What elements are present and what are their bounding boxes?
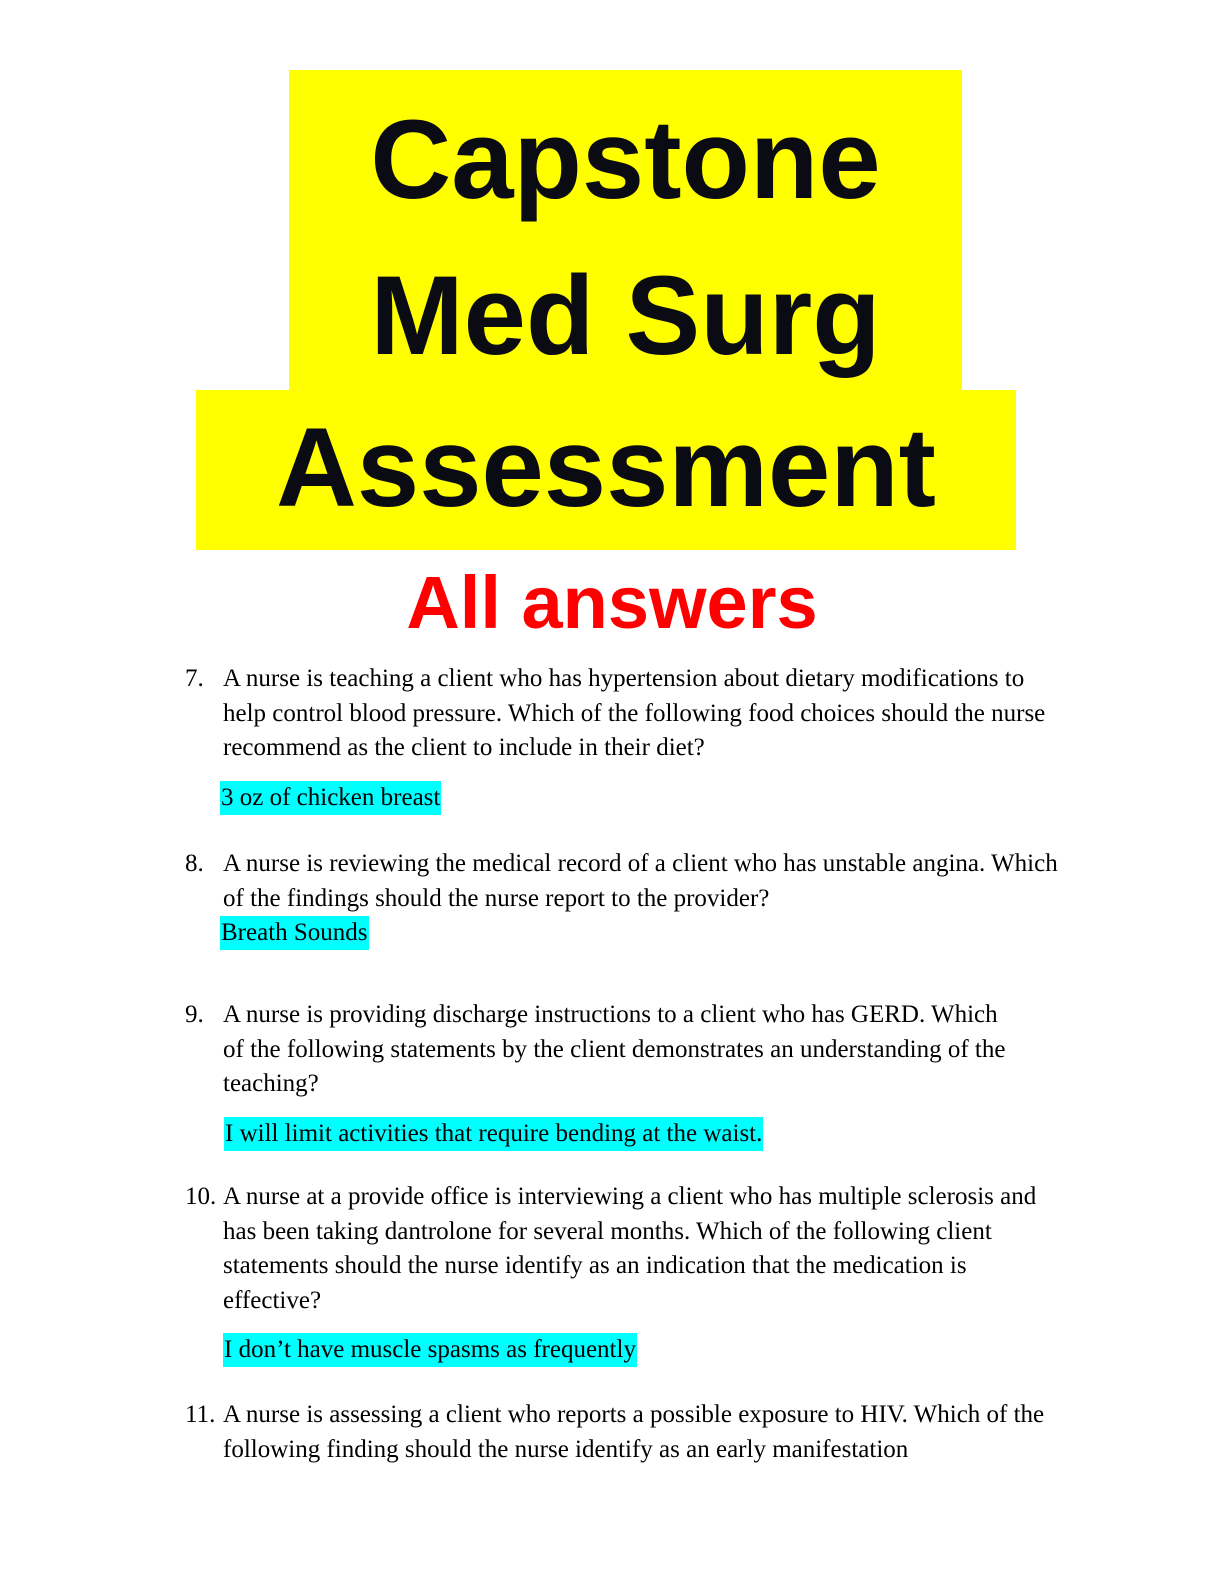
subtitle: All answers bbox=[406, 561, 818, 644]
title-line-2-text: Med Surg bbox=[370, 253, 881, 378]
question-7 bbox=[185, 662, 1085, 766]
question-text: A nurse is assessing a client who reports a possible exposure to HIV. Which of the following finding should the nurse identify as an early manifestation bbox=[223, 1401, 1045, 1463]
title-line-1 bbox=[289, 70, 962, 238]
answer-7: 3 oz of chicken breast bbox=[220, 781, 441, 815]
question-number: 11. bbox=[185, 1401, 216, 1428]
question-number: 8. bbox=[185, 850, 204, 877]
question-text: A nurse is reviewing the medical record of a client who has unstable angina. Which of the findings should the nurse report to the provider? bbox=[223, 850, 1058, 912]
question-text: A nurse is providing discharge instructions to a client who has GERD. Which of the following statements by the client demonstrates an understanding of the teaching? bbox=[223, 1001, 1006, 1097]
question-number: 7. bbox=[185, 665, 204, 692]
question-10 bbox=[185, 1180, 1085, 1318]
question-11 bbox=[185, 1398, 1085, 1467]
answer-9: I will limit activities that require bending at the waist. bbox=[224, 1117, 763, 1151]
answer-10: I don’t have muscle spasms as frequently bbox=[223, 1333, 637, 1367]
title-line-3-text: Assessment bbox=[276, 405, 936, 530]
question-number: 9. bbox=[185, 1001, 204, 1028]
question-text: A nurse at a provide office is interviewing a client who has multiple sclerosis and has been taking dantrolone for several months. Which of the following client statements should the nurse identify as an indication that the medication is effective? bbox=[223, 1183, 1037, 1314]
question-text: A nurse is teaching a client who has hypertension about dietary modifications to help control blood pressure. Which of the following food choices should the nurse recommend as the client to include in their diet? bbox=[223, 665, 1046, 761]
title-line-3 bbox=[196, 390, 1016, 550]
answer-8: Breath Sounds bbox=[220, 916, 369, 950]
question-number: 10. bbox=[185, 1183, 217, 1210]
title-line-1-text: Capstone bbox=[370, 97, 881, 222]
question-9 bbox=[185, 998, 1085, 1102]
question-8 bbox=[185, 847, 1085, 916]
title-line-2 bbox=[289, 238, 962, 390]
